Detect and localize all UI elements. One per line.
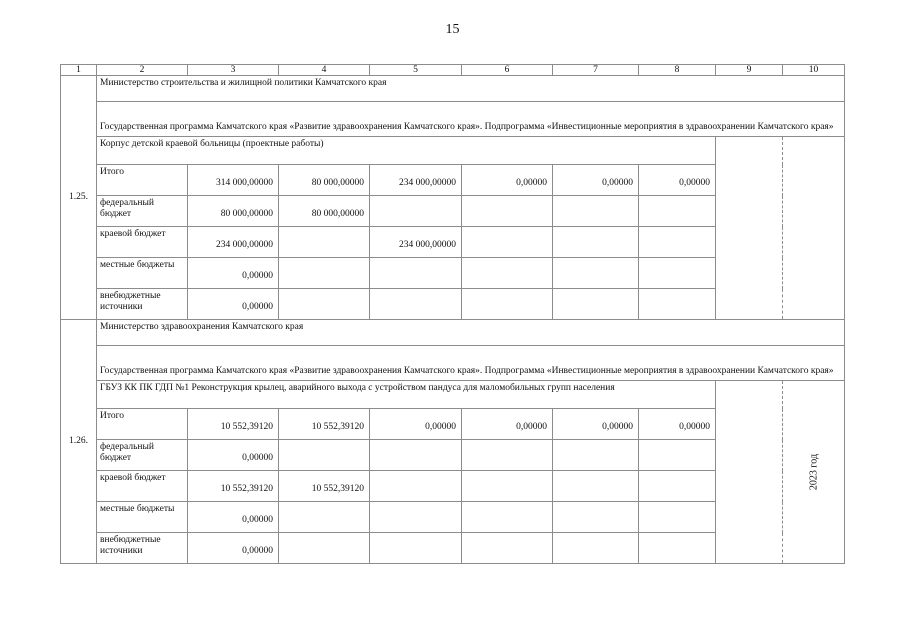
amount-cell: [639, 440, 716, 471]
amount-cell: [370, 440, 462, 471]
program-row: [61, 102, 845, 137]
amount-cell: [639, 502, 716, 533]
ministry-row: [61, 76, 845, 102]
amount-cell: 234 000,00000: [188, 227, 279, 258]
object-row: [61, 381, 845, 409]
budget-source-label: внебюджетные источники: [97, 289, 188, 320]
amount-cell: [553, 502, 639, 533]
financing-table: [60, 64, 845, 564]
column-number: 5: [370, 65, 462, 76]
column-number: 9: [716, 65, 783, 76]
amount-cell: [639, 196, 716, 227]
table-body: [61, 65, 845, 564]
amount-cell: 10 552,39120: [279, 471, 370, 502]
amount-cell: 0,00000: [639, 409, 716, 440]
amount-cell: 0,00000: [370, 409, 462, 440]
amount-cell: [553, 471, 639, 502]
amount-cell: [462, 196, 553, 227]
amount-cell: [370, 533, 462, 564]
amount-cell: [279, 289, 370, 320]
amount-cell: [279, 502, 370, 533]
amount-cell: [553, 196, 639, 227]
object-name: Корпус детской краевой больницы (проектные работы): [97, 137, 716, 165]
column-number: 6: [462, 65, 553, 76]
column-number: 8: [639, 65, 716, 76]
budget-source-label: федеральный бюджет: [97, 440, 188, 471]
year-cell: [783, 381, 845, 564]
amount-cell: 314 000,00000: [188, 165, 279, 196]
amount-cell: 0,00000: [553, 409, 639, 440]
amount-cell: [279, 533, 370, 564]
item-number: 1.25.: [61, 76, 97, 320]
budget-source-label: местные бюджеты: [97, 502, 188, 533]
amount-cell: [462, 533, 553, 564]
amount-cell: [639, 533, 716, 564]
ministry-name: Министерство строительства и жилищной политики Камчатского края: [97, 76, 845, 102]
page-number: 15: [445, 22, 460, 37]
amount-cell: 10 552,39120: [188, 471, 279, 502]
amount-cell: 0,00000: [188, 502, 279, 533]
amount-cell: 80 000,00000: [188, 196, 279, 227]
ministry-name: Министерство здравоохранения Камчатского края: [97, 320, 845, 346]
amount-cell: 0,00000: [188, 289, 279, 320]
amount-cell: [553, 533, 639, 564]
amount-cell: [553, 258, 639, 289]
column-number: 10: [783, 65, 845, 76]
amount-cell: 0,00000: [188, 258, 279, 289]
budget-source-label: внебюджетные источники: [97, 533, 188, 564]
amount-cell: 0,00000: [188, 440, 279, 471]
amount-cell: [639, 258, 716, 289]
object-name: ГБУЗ КК ПК ГДП №1 Реконструкция крылец, аварийного выхода с устройством пандуса для маломобильных групп населения: [97, 381, 716, 409]
amount-cell: [462, 289, 553, 320]
budget-source-label: Итого: [97, 165, 188, 196]
amount-cell: [462, 258, 553, 289]
amount-cell: [370, 471, 462, 502]
column-number: 4: [279, 65, 370, 76]
amount-cell: [639, 227, 716, 258]
amount-cell: 80 000,00000: [279, 196, 370, 227]
program-row: [61, 346, 845, 381]
amount-cell: [639, 289, 716, 320]
amount-cell: [370, 258, 462, 289]
column-number: 1: [61, 65, 97, 76]
amount-cell: 10 552,39120: [279, 409, 370, 440]
planned-year-cell: [716, 137, 783, 320]
item-number: 1.26.: [61, 320, 97, 564]
amount-cell: 0,00000: [188, 533, 279, 564]
object-row: [61, 137, 845, 165]
amount-cell: [279, 440, 370, 471]
program-name: Государственная программа Камчатского края «Развитие здравоохранения Камчатского края». Подпрограмма «Инвестиционные мероприятия в здравоохранении Камчатского края»: [97, 102, 845, 137]
amount-cell: [370, 289, 462, 320]
amount-cell: [370, 502, 462, 533]
amount-cell: 10 552,39120: [188, 409, 279, 440]
planned-year-cell: [716, 381, 783, 564]
column-number: 2: [97, 65, 188, 76]
amount-cell: [462, 502, 553, 533]
amount-cell: 234 000,00000: [370, 227, 462, 258]
amount-cell: [553, 440, 639, 471]
year-label: 2023 год: [808, 453, 819, 491]
amount-cell: 0,00000: [639, 165, 716, 196]
column-number: 7: [553, 65, 639, 76]
amount-cell: [279, 258, 370, 289]
amount-cell: 0,00000: [462, 409, 553, 440]
amount-cell: 0,00000: [553, 165, 639, 196]
amount-cell: [462, 471, 553, 502]
amount-cell: [553, 289, 639, 320]
amount-cell: [462, 440, 553, 471]
column-number-row: [61, 65, 845, 76]
amount-cell: [553, 227, 639, 258]
budget-source-label: краевой бюджет: [97, 471, 188, 502]
amount-cell: [279, 227, 370, 258]
budget-source-label: краевой бюджет: [97, 227, 188, 258]
column-number: 3: [188, 65, 279, 76]
amount-cell: 80 000,00000: [279, 165, 370, 196]
amount-cell: [462, 227, 553, 258]
amount-cell: [370, 196, 462, 227]
budget-source-label: местные бюджеты: [97, 258, 188, 289]
year-cell: [783, 137, 845, 320]
budget-source-label: федеральный бюджет: [97, 196, 188, 227]
program-name: Государственная программа Камчатского края «Развитие здравоохранения Камчатского края». Подпрограмма «Инвестиционные мероприятия в здравоохранении Камчатского края»: [97, 346, 845, 381]
amount-cell: [639, 471, 716, 502]
budget-source-label: Итого: [97, 409, 188, 440]
amount-cell: 0,00000: [462, 165, 553, 196]
ministry-row: [61, 320, 845, 346]
amount-cell: 234 000,00000: [370, 165, 462, 196]
